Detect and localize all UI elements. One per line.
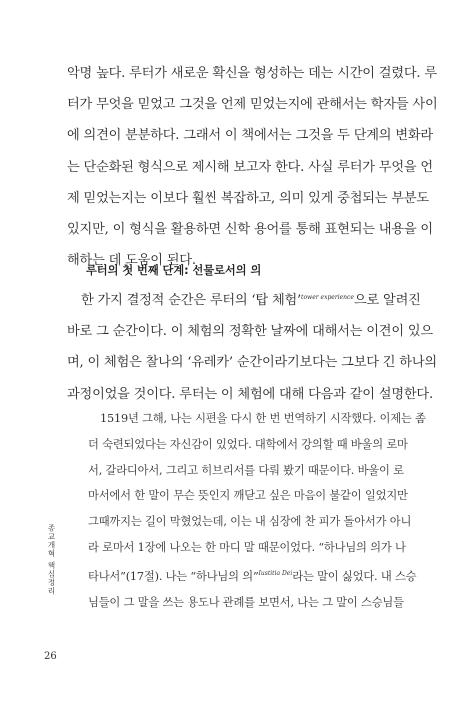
text-line: 악명 높다. 루터가 새로운 확신을 형성하는 데는 시간이 걸렸다. 루 [67,66,437,81]
body-paragraph-2 [67,282,437,410]
quote-line: 서, 갈라디아서, 그리고 히브리서를 다뤄 봤기 때문이다. 바울이 로 [88,463,404,477]
text-segment: 으로 알려진 [353,293,421,308]
running-title: 종교개혁 핵심정리 [47,524,56,596]
section-heading: 루터의 첫 번째 단계: 선물로서의 의 [86,264,262,277]
latin-gloss: Iustitia Dei [258,569,293,577]
quote-line: 1519년 그해, 나는 시편을 다시 한 번 번역하기 시작했다. 이제는 좀 [100,412,426,425]
text-line: 며, 이 체험은 찰나의 ‘유레카’ 순간이라기보다는 그보다 긴 하나의 [67,355,437,371]
text-line [67,282,421,316]
text-line: 제 믿었는지는 이보다 훨씬 복잡하고, 의미 있게 중첩되는 부분도 [67,190,429,206]
quote-line: 더 숙련되었다는 자신감이 있었다. 대학에서 강의할 때 바울의 로마 [88,437,408,451]
text-line: 는 단순화된 형식으로 제시해 보고자 한다. 사실 루터가 무엇을 언 [67,159,433,175]
quote-line: 마서에서 한 말이 무슨 뜻인지 깨닫고 싶은 마음이 불같이 일었지만 [88,489,408,503]
text-line: 에 의견이 분분하다. 그래서 이 책에서는 그것을 두 단계의 변화라 [67,128,433,144]
quote-line: 그때까지는 길이 막혔었는데, 이는 내 심장에 찬 피가 돌아서가 아니 [88,515,412,529]
quote-line: 님들이 그 말을 쓰는 용도나 관례를 보면서, 나는 그 말이 스승님들 [88,595,404,609]
text-line: 바로 그 순간이다. 이 체험의 정확한 날짜에 대해서는 이견이 있으 [67,324,433,340]
english-gloss: tower experience [301,294,354,301]
text-segment: 타나서”(17절). 나는 “하나님의 의” [88,569,259,583]
quote-line: 라 로마서 1장에 나오는 한 마디 말 때문이었다. “하나님의 의가 나 [88,540,406,554]
text-line: 해하는 데 도움이 된다. [67,253,196,269]
text-line: 과정이었을 것이다. 루터는 이 체험에 대해 다음과 같이 설명한다. [67,386,433,402]
page-number: 26 [44,651,57,662]
body-paragraph-1 [67,58,438,276]
text-segment: 한 가지 결정적 순간은 루터의 ‘탑 체험’ [81,293,302,308]
quote-line [88,561,417,590]
text-line: 터가 무엇을 믿었고 그것을 언제 믿었는지에 관해서는 학자들 사이 [67,97,438,113]
text-line: 있지만, 이 형식을 활용하면 신학 용어를 통해 표현되는 내용을 이 [67,222,433,238]
block-quote [88,406,426,615]
text-segment: 라는 말이 싫었다. 내 스승 [292,569,417,583]
